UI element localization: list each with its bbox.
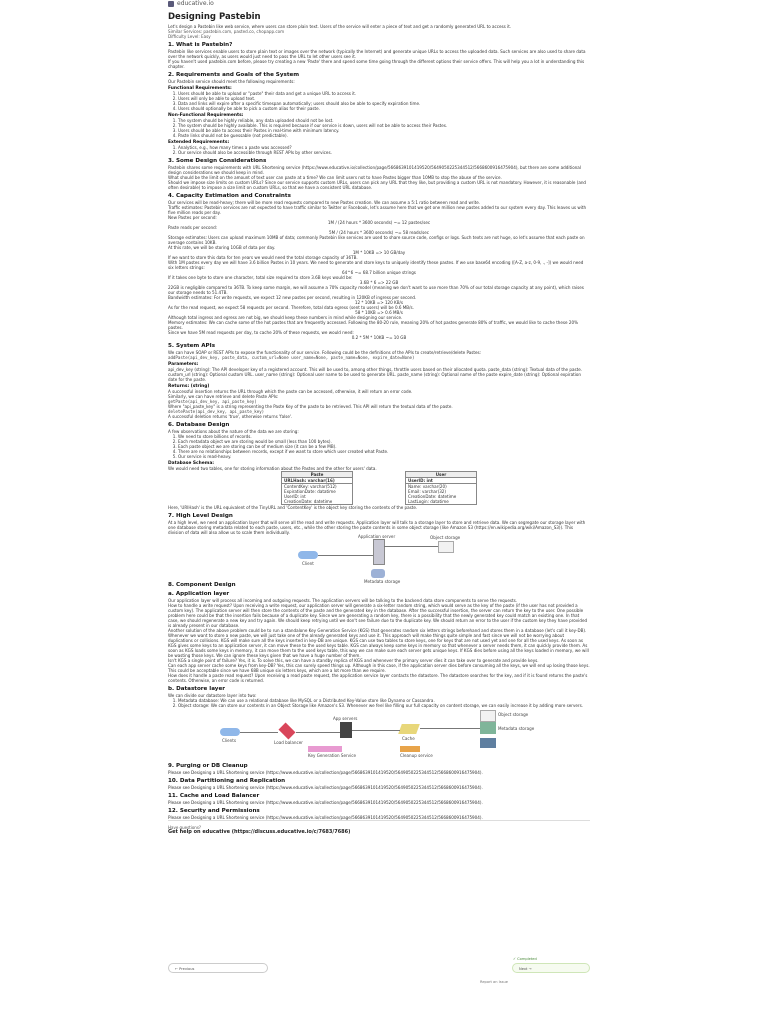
paragraph: Please see Designing a URL Shortening service (https://www.educative.io/collection/page/5668639101419520/5649050225344512/5668600916475904). — [168, 770, 483, 775]
formula: 58 * 10KB => 0.6 MB/s — [355, 310, 403, 315]
paste-table — [281, 471, 353, 505]
diagram-label: Cleanup service — [400, 753, 433, 758]
diagram-label: Object storage — [498, 712, 529, 717]
table-field: CreationDate: datetime — [408, 494, 457, 499]
connector — [240, 732, 278, 733]
formula: 1M / (24 hours * 3600 seconds) ~= 12 pastes/sec — [327, 220, 431, 225]
formula: 12 * 10KB => 120 KB/s — [354, 300, 404, 305]
help-link[interactable]: Get help on educative (https://discuss.educative.io/c/7683/7686) — [168, 829, 351, 835]
table-name: User — [406, 472, 476, 478]
database-icon — [480, 738, 496, 748]
paragraph: At a high level, we need an application layer that will serve all the read and write requests. Application layer will talk to a storage layer to store and retrieve data. We can segregate our storage layer with one database storing metadata related to each paste, users, etc., while the other storing the paste contents in some object storage (like Amazon S3 (https://en.wikipedia.org/wiki/Amazon_S3)). This division of data will also allow us to scale them individually. — [168, 520, 586, 535]
subheading: Functional Requirements: — [168, 86, 232, 91]
user-table — [405, 471, 477, 505]
list-item: 5. Our service is read-heavy. — [178, 454, 590, 459]
lesson-navigation — [168, 957, 590, 975]
subheading: Parameters: — [168, 362, 199, 367]
difficulty: Difficulty Level: Easy — [168, 34, 211, 39]
high-level-diagram — [168, 534, 590, 584]
server-icon — [373, 539, 385, 565]
section-heading: 6. Database Design — [168, 422, 230, 428]
paragraph: Bandwidth estimates: For write requests, we expect 12 new pastes per second, resulting in 120KB of ingress per second. — [168, 295, 417, 300]
load-balancer-icon — [279, 723, 296, 740]
paragraph: How to handle a write request? Upon receiving a write request, our application server will generate a six-letter random string, which would serve as the key of the paste (if the user has not provided a custom key). The application server will then store the contents of the paste and the generated key in the database. After the successful insertion, the server can return the key to the user. One possible problem here could be that the insertion fails because of a duplicate key. Since we are generating a random key, there is a possibility that the newly generated key could match an existing one. In that case, we should regenerate a new key and try again. We should keep retrying until we don't see failure due to the duplicate key. We should return an error to the user if the custom key they have provided is already present in our database. — [168, 603, 588, 628]
code-snippet: getPaste(api_dev_key, api_paste_key) — [168, 399, 257, 404]
paragraph: api_dev_key (string): The API developer key of a registered account. This will be used to, among other things, throttle users based on their allocated quota. paste_data (string): Textual data of the paste. custom_url (string): Optional custom URL. user_name (string): Optional user name to be used to generate URL. paste_name (string): Optional name of the paste expire_date (string): Optional expiration date for the paste. — [168, 367, 583, 382]
functional-list — [168, 91, 590, 111]
code-snippet: addPaste(api_dev_key, paste_data, custom_url=None user_name=None, paste_name=None, expire_date=None) — [168, 355, 415, 360]
formula: 0.2 * 5M * 10KB ~= 10 GB — [351, 335, 407, 340]
paragraph: A successful deletion returns 'true', otherwise returns 'false'. — [168, 414, 293, 419]
page-title: Designing Pastebin — [168, 12, 261, 22]
brand-name[interactable]: educative.io — [177, 0, 214, 7]
next-button[interactable]: Next → — [512, 963, 590, 973]
list-item: 1. Users should be able to upload or "paste" their data and get a unique URL to access it. — [178, 91, 590, 96]
object-storage-icon — [480, 710, 496, 722]
paragraph: Traffic estimates: Pastebin services are not expected to have traffic similar to Twitter or Facebook, let's assume here that we get one million new pastes added to our system every day. This leaves us with five million reads per day. — [168, 205, 587, 215]
diagram-label: Metadata storage — [364, 579, 401, 584]
list-item: 2. Our service should also be accessible through REST APIs by other services. — [178, 150, 590, 155]
paragraph: Although total ingress and egress are not big, we should keep these numbers in mind while designing our service. — [168, 315, 403, 320]
paragraph: Pastebin like services enable users to store plain text or images over the network (typically the Internet) and generate unique URLs to access the uploaded data. Such services are also used to share data over the network quickly, as users would just need to pass the URL to let other users see it. — [168, 49, 586, 59]
client-cloud-icon — [298, 551, 318, 559]
paragraph: As for the read request, we expect 58 requests per second. Therefore, total data egress (sent to users) will be 0.6 MB/s. — [168, 305, 414, 310]
database-icon — [371, 569, 385, 578]
connector — [420, 728, 480, 729]
formula: 3.6B * 6 => 22 GB — [359, 280, 399, 285]
paragraph: New Pastes per second: — [168, 215, 217, 220]
section-heading: 8. Component Design — [168, 582, 236, 588]
paragraph: Our Pastebin service should meet the following requirements: — [168, 79, 295, 84]
section-heading: 2. Requirements and Goals of the System — [168, 72, 300, 78]
section-heading: 11. Cache and Load Balancer — [168, 793, 260, 799]
section-heading: a. Application layer — [168, 591, 230, 597]
help-box — [168, 820, 590, 845]
intro: Let's design a Pastebin like web service, where users can store plain text. Users of the service will enter a piece of text and get a randomly generated URL to access it. — [168, 24, 512, 29]
observations-list — [168, 434, 590, 459]
datastore-list — [168, 698, 590, 708]
primary-key: URLHash: varchar(16) — [282, 478, 352, 484]
primary-key: UserID: int — [406, 478, 476, 484]
paragraph: 22GB is negligible compared to 36TB. To keep some margin, we will assume a 70% capacity model (meaning we don't want to use more than 70% of our total storage capacity at any point), which raises our storage needs to 51.4TB. — [168, 285, 584, 295]
diagram-label: Object storage — [430, 535, 461, 540]
cleanup-service-icon — [400, 746, 420, 752]
paragraph: Here, 'URlHash' is the URL equivalent of the TinyURL and 'ContentKey' is the object key storing the contents of the paste. — [168, 505, 418, 510]
similar-services: Similar Services: pastebin.com, pasted.co, chopapp.com — [168, 29, 285, 34]
detailed-design-diagram — [168, 708, 590, 760]
section-heading: 7. High Level Design — [168, 513, 233, 519]
cache-icon — [398, 724, 420, 734]
formula: 1M * 10KB => 10 GB/day — [352, 250, 406, 255]
paragraph: We would need two tables, one for storing information about the Pastes and the other for users' data. — [168, 466, 377, 471]
list-item: 3. Users should be able to access their Pastes in real-time with minimum latency. — [178, 128, 590, 133]
list-item: 1. We need to store billions of records. — [178, 434, 590, 439]
document — [168, 12, 590, 845]
top-bar — [0, 0, 768, 10]
formula: 64^6 ~= 68.7 billion unique strings — [342, 270, 416, 275]
subheading: Database Schema: — [168, 461, 215, 466]
paragraph: Since we have 5M read requests per day, to cache 20% of these requests, we would need: — [168, 330, 354, 335]
kgs-icon — [308, 746, 342, 752]
schema-diagram — [168, 471, 590, 505]
subheading: Returns: (string) — [168, 384, 210, 389]
paragraph: How does it handle a paste read request? Upon receiving a read paste request, the application service layer contacts the datastore. The datastore searches for the key, and if it is found returns the paste's contents. Otherwise, an error code is returned. — [168, 673, 588, 683]
extended-list — [168, 145, 590, 155]
diagram-label: Clients — [222, 738, 236, 743]
paragraph: Our services will be read-heavy; there will be more read requests compared to new Pastes creation. We can assume a 5:1 ratio between read and write. — [168, 200, 481, 205]
report-issue-link[interactable]: Report an Issue — [480, 980, 508, 984]
paragraph: Paste reads per second: — [168, 225, 218, 230]
connector — [352, 730, 400, 731]
list-item: 4. Paste links should not be guessable (not predictable). — [178, 133, 590, 138]
table-field: UserID: int — [284, 494, 306, 499]
section-heading: 9. Purging or DB Cleanup — [168, 763, 248, 769]
paragraph: A few observations about the nature of the data we are storing: — [168, 429, 299, 434]
table-field: CreationDate: datetime — [284, 499, 333, 504]
help-question: Have questions? — [168, 825, 202, 830]
table-field: LastLogin: datatime — [408, 499, 449, 504]
diagram-label: App servers — [333, 716, 358, 721]
list-item: 1. Analytics, e.g., how many times a paste was accessed? — [178, 145, 590, 150]
paragraph: Please see Designing a URL Shortening service (https://www.educative.io/collection/page/5668639101419520/5649050225344512/5668600916475904). — [168, 800, 483, 805]
paragraph: At this rate, we will be storing 10GB of data per day. — [168, 245, 276, 250]
paragraph: Can each app server cache some keys from key-DB? Yes, this can surely speed things up. Although in this case, if the application server dies before consuming all the keys, we will end up losing those keys. This could be acceptable since we have 68B unique six letters keys, which are a lot more than we require. — [168, 663, 590, 673]
paragraph: Similarly, we can have retrieve and delete Paste APIs: — [168, 394, 279, 399]
table-field: ContentKey: varchar(512) — [284, 484, 337, 489]
table-field: Email: varchar(32) — [408, 489, 447, 494]
table-field: Name: varchar(20) — [408, 484, 447, 489]
connector — [318, 555, 373, 556]
section-heading: 1. What is Pastebin? — [168, 42, 233, 48]
section-heading: 5. System APIs — [168, 343, 216, 349]
paragraph: Please see Designing a URL Shortening service (https://www.educative.io/collection/page/5668639101419520/5649050225344512/5668600916475904). — [168, 815, 483, 820]
paragraph: Pastebin shares some requirements with URL Shortening service (https://www.educative.io/collection/page/5668639101419520/5649050225344512/5668600916475904), but there are some additional design considerations we should keep in mind. — [168, 165, 581, 175]
diagram-label: Load balancer — [274, 740, 303, 745]
object-storage-icon — [438, 541, 454, 553]
list-item: 4. There are no relationships between records, except if we want to store which user created what Paste. — [178, 449, 590, 454]
paragraph: Where "api_paste_key" is a string representing the Paste Key of the paste to be retrieved. This API will return the textual data of the paste. — [168, 404, 453, 409]
section-heading: 10. Data Partitioning and Replication — [168, 778, 286, 784]
list-item: 2. Object storage: We can store our contents in an Object Storage like Amazon's S3. Whenever we feel like filling our full capacity on content storage, we can easily increase it by adding more servers. — [178, 703, 590, 708]
section-heading: 4. Capacity Estimation and Constraints — [168, 193, 291, 199]
diagram-label: Client — [302, 561, 314, 566]
diagram-label: Metadata storage — [498, 726, 535, 731]
section-heading: b. Datastore layer — [168, 686, 226, 692]
list-item: 4. Users should optionally be able to pick a custom alias for their paste. — [178, 106, 590, 111]
subheading: Extended Requirements: — [168, 140, 230, 145]
diagram-label: Application server — [358, 534, 396, 539]
paragraph: With 1M pastes every day we will have 3.6 billion Pastes in 10 years. We need to generate and store keys to uniquely identify these pastes. If we use base64 encoding ([A-Z, a-z, 0-9, ., -]) we would need six letters strings: — [168, 260, 584, 270]
formula: 5M / (24 hours * 3600 seconds) ~= 58 reads/sec — [328, 230, 430, 235]
nonfunctional-list — [168, 118, 590, 138]
table-name: Paste — [282, 472, 352, 478]
paragraph: If it takes one byte to store one character, total size required to store 3.6B keys would be: — [168, 275, 353, 280]
paragraph: Please see Designing a URL Shortening service (https://www.educative.io/collection/page/5668639101419520/5649050225344512/5668600916475904). — [168, 785, 483, 790]
paragraph: Our application layer will process all incoming and outgoing requests. The application servers will be talking to the backend data store components to serve the requests. — [168, 598, 518, 603]
paragraph: Another solution of the above problem could be to run a standalone Key Generation Service (KGS) that generates random six letters strings beforehand and stores them in a database (let's call it key-DB). Whenever we want to store a new paste, we will just take one of the already generated keys and use it. This approach will make things quite simple and fast since we will not be worrying about duplications or collisions. KGS will make sure all the keys inserted in key-DB are unique. KGS can use two tables to store keys, one for keys that are not used yet and one for all the used keys. As soon as KGS gives some keys to an application server, it can move these to the used keys table. KGS can always keep some keys in memory so that whenever a server needs them, it can quickly provide them. As soon as KGS loads some keys in memory, it can move them to the used keys table, this way we can make sure each server gets unique keys. If KGS dies before using all the keys loaded in memory, we will be wasting those keys. We can ignore these keys given that we have a huge number of them. — [168, 628, 589, 658]
section-heading: 3. Some Design Considerations — [168, 158, 267, 164]
list-item: 2. The system should be highly available. This is required because if our service is down, users will not be able to access their Pastes. — [178, 123, 590, 128]
paragraph: We can have SOAP or REST APIs to expose the functionality of our service. Following could be the definitions of the APIs to create/retrieve/delete Pastes: — [168, 350, 482, 355]
paragraph: A successful insertion returns the URL through which the paste can be accessed, otherwise, it will return an error code. — [168, 389, 413, 394]
diagram-label: Key Generation Service — [308, 753, 356, 758]
completed-badge: ✓ Completed — [513, 957, 537, 961]
code-snippet: deletePaste(api_dev_key, api_paste_key) — [168, 409, 265, 414]
list-item: 2. Each metadata object we are storing would be small (less than 100 bytes). — [178, 439, 590, 444]
paragraph: Memory estimates: We can cache some of the hot pastes that are frequently accessed. Following the 80-20 rule, meaning 20% of hot pastes generate 80% of traffic, we would like to cache these 20% pastes. — [168, 320, 578, 330]
connector — [384, 546, 438, 547]
paragraph: Should we impose size limits on custom URLs? Since our service supports custom URLs, users can pick any URL that they like, but providing a custom URL is not mandatory. However, it is reasonable (and often desirable) to impose a size limit on custom URLs, so that we have a consistent URL database. — [168, 180, 587, 190]
paragraph: Storage estimates: Users can upload maximum 10MB of data; commonly Pastebin like services are used to share source code, configs or logs. Such texts are not huge, so let's assume that each paste on average contains 10KB. — [168, 235, 585, 245]
clients-cloud-icon — [220, 728, 240, 736]
educative-logo-icon[interactable] — [168, 1, 174, 7]
paragraph: Isn't KGS a single point of failure? Yes, it is. To solve this, we can have a standby replica of KGS and whenever the primary server dies it can take over to generate and provide keys. — [168, 658, 539, 663]
list-item: 3. Data and links will expire after a specific timespan automatically; users should also be able to specify expiration time. — [178, 101, 590, 106]
paragraph: We can divide our datastore layer into two: — [168, 693, 257, 698]
table-field: ExpirationDate: datatime — [284, 489, 336, 494]
list-item: 3. Each paste object we are storing can be of medium size (it can be a few MB). — [178, 444, 590, 449]
paragraph: If we want to store this data for ten years we would need the total storage capacity of 36TB. — [168, 255, 358, 260]
connector — [296, 732, 340, 733]
list-item: 2. Users will only be able to upload text. — [178, 96, 590, 101]
section-heading: 12. Security and Permissions — [168, 808, 260, 814]
list-item: 1. Metadata database: We can use a relational database like MySQL or a Distributed Key-Value store like Dynamo or Cassandra. — [178, 698, 590, 703]
paragraph: What should be the limit on the amount of text user can paste at a time? We can limit users not to have Pastes bigger than 10MB to stop the abuse of the service. — [168, 175, 502, 180]
subheading: Non-Functional Requirements: — [168, 113, 244, 118]
list-item: 1. The system should be highly reliable, any data uploaded should not be lost. — [178, 118, 590, 123]
diagram-label: Cache — [402, 736, 415, 741]
metadata-storage-icon — [480, 722, 496, 734]
paragraph: If you haven't used pastebin.com before, please try creating a new 'Paste' there and spend some time going through the different options their service offers. This will help you a lot in understanding this chapter. — [168, 59, 585, 69]
previous-button[interactable]: ← Previous — [168, 963, 268, 973]
app-server-icon — [340, 722, 352, 738]
